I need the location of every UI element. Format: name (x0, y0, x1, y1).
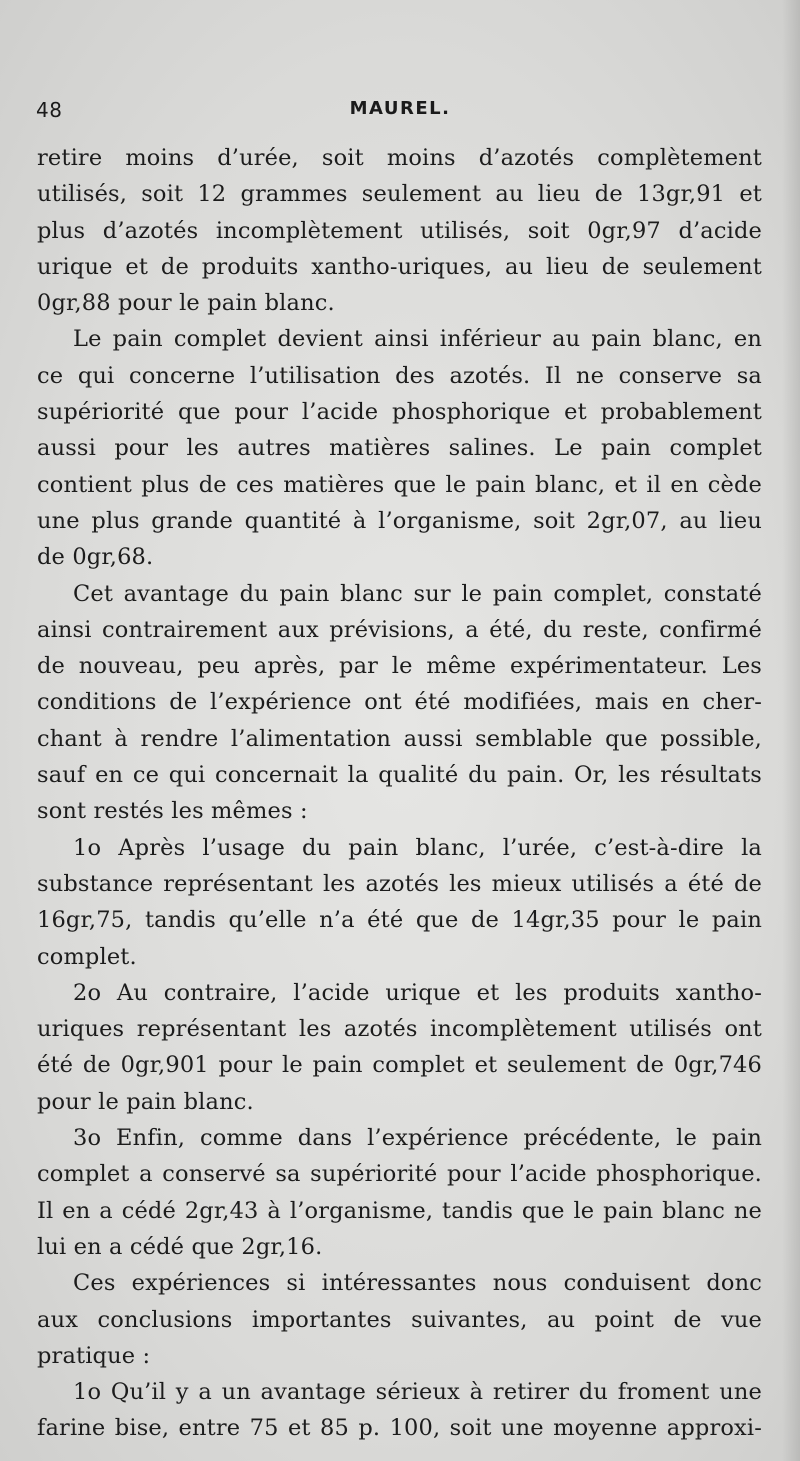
page-number: 48 (36, 98, 63, 122)
text-line: plus d’azotés incomplètement utilisés, soit 0gr,97 d’acide (37, 217, 762, 244)
text-line: complet a conservé sa supériorité pour l’acide phosphorique. (37, 1161, 762, 1188)
text-line: été de 0gr,901 pour le pain complet et seulement de 0gr,746 (37, 1052, 762, 1079)
running-head (36, 96, 764, 132)
text-line: sont restés les mêmes : (37, 798, 308, 825)
text-line: urique et de produits xantho-uriques, au lieu de seulement (37, 253, 762, 280)
text-line: Ces expériences si intéressantes nous conduisent donc (73, 1270, 762, 1297)
text-line: pour le pain blanc. (37, 1088, 254, 1115)
text-line: 1o Qu’il y a un avantage sérieux à retirer du froment une (73, 1379, 762, 1406)
text-line: 3o Enfin, comme dans l’expérience précédente, le pain (73, 1125, 762, 1152)
text-line: 2o Au contraire, l’acide urique et les produits xantho- (73, 979, 762, 1006)
text-line: conditions de l’expérience ont été modifiées, mais en cher- (37, 689, 762, 716)
text-line: ainsi contrairement aux prévisions, a été, du reste, confirmé (37, 616, 762, 643)
text-line: 16gr,75, tandis qu’elle n’a été que de 14gr,35 pour le pain (37, 907, 762, 934)
text-line: aussi pour les autres matières salines. Le pain complet (37, 435, 762, 462)
text-line: complet. (37, 943, 137, 970)
text-line: de 0gr,68. (37, 544, 154, 571)
text-line: 1o Après l’usage du pain blanc, l’urée, c’est-à-dire la (73, 834, 762, 861)
text-line: aux conclusions importantes suivantes, au point de vue (37, 1306, 762, 1333)
running-title: MAUREL. (349, 98, 451, 119)
text-line: supériorité que pour l’acide phosphorique et probablement (37, 399, 762, 426)
text-line: sauf en ce qui concernait la qualité du pain. Or, les résultats (37, 762, 762, 789)
text-line: de nouveau, peu après, par le même expérimentateur. Les (37, 653, 762, 680)
body-text (37, 140, 762, 1447)
page-edge-shadow (782, 0, 800, 1461)
text-line: une plus grande quantité à l’organisme, soit 2gr,07, au lieu (37, 507, 762, 534)
text-line: contient plus de ces matières que le pain blanc, et il en cède (37, 471, 762, 498)
text-line: 0gr,88 pour le pain blanc. (37, 290, 335, 317)
text-line: lui en a cédé que 2gr,16. (37, 1233, 323, 1260)
text-line: ce qui concerne l’utilisation des azotés. Il ne conserve sa (37, 362, 762, 389)
text-line: uriques représentant les azotés incomplètement utilisés ont (37, 1016, 762, 1043)
text-line: Cet avantage du pain blanc sur le pain complet, constaté (73, 580, 762, 607)
text-line: Il en a cédé 2gr,43 à l’organisme, tandis que le pain blanc ne (37, 1197, 762, 1224)
text-line: substance représentant les azotés les mieux utilisés a été de (37, 870, 762, 897)
text-line: chant à rendre l’alimentation aussi semblable que possible, (37, 725, 762, 752)
text-line: farine bise, entre 75 et 85 p. 100, soit une moyenne approxi- (37, 1415, 762, 1442)
text-line: pratique : (37, 1342, 151, 1369)
text-line: utilisés, soit 12 grammes seulement au lieu de 13gr,91 et (37, 181, 762, 208)
text-line: retire moins d’urée, soit moins d’azotés complètement (37, 145, 762, 171)
text-line: Le pain complet devient ainsi inférieur au pain blanc, en (73, 326, 762, 353)
